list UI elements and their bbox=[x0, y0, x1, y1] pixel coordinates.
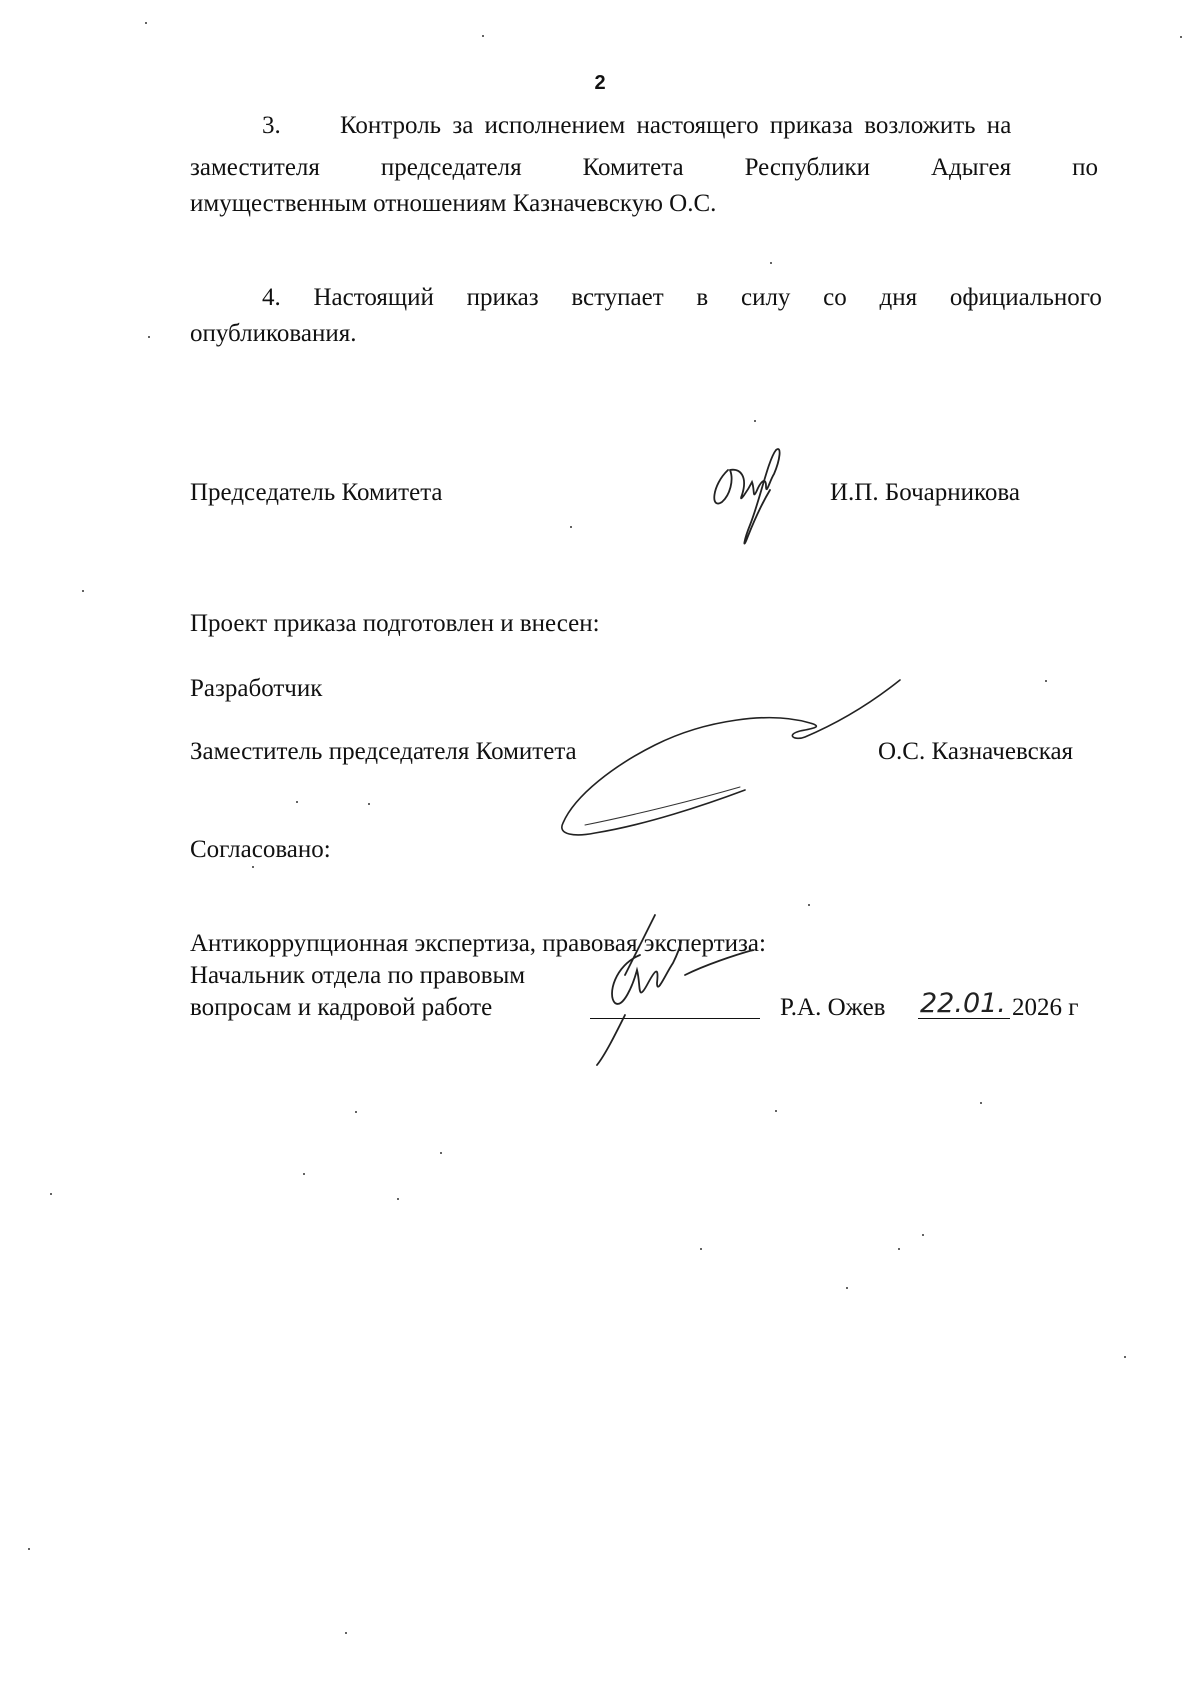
agreed-heading: Согласовано: bbox=[190, 836, 331, 863]
scan-speck bbox=[355, 1111, 357, 1113]
scan-speck bbox=[1180, 36, 1182, 38]
word: со bbox=[823, 284, 847, 311]
word: в bbox=[696, 284, 709, 311]
scan-speck bbox=[296, 801, 298, 803]
legal-head-title-2: вопросам и кадровой работе bbox=[190, 994, 493, 1021]
scan-speck bbox=[145, 22, 147, 24]
scan-speck bbox=[570, 526, 572, 528]
scan-speck bbox=[28, 1548, 30, 1550]
scan-speck bbox=[980, 1102, 982, 1104]
word: дня bbox=[879, 284, 918, 311]
developer-role: Разработчик bbox=[190, 675, 323, 702]
legal-head-signature bbox=[585, 915, 760, 1065]
scan-speck bbox=[1045, 680, 1047, 682]
scan-speck bbox=[700, 1248, 702, 1250]
word: заместителя bbox=[190, 154, 320, 181]
legal-head-title-1: Начальник отдела по правовым bbox=[190, 962, 526, 989]
date-year: 2026 г bbox=[1012, 994, 1079, 1021]
scan-speck bbox=[754, 420, 756, 422]
scan-speck bbox=[846, 1287, 848, 1289]
expertise-line: Антикоррупционная экспертиза, правовая экспертиза: bbox=[190, 930, 766, 957]
scan-speck bbox=[770, 262, 772, 264]
scan-speck bbox=[922, 1234, 924, 1236]
page-number: 2 bbox=[594, 72, 606, 94]
chairman-name: И.П. Бочарникова bbox=[830, 479, 1020, 506]
scan-speck bbox=[440, 1152, 442, 1154]
item4-line1 bbox=[262, 282, 1102, 314]
scan-speck bbox=[252, 866, 254, 868]
item4-line2: опубликования. bbox=[190, 320, 357, 347]
scan-speck bbox=[345, 1632, 347, 1634]
word: Настоящий bbox=[313, 284, 434, 311]
word: председателя bbox=[380, 154, 522, 181]
word: по bbox=[1072, 154, 1098, 181]
scan-speck bbox=[898, 1248, 900, 1250]
word: официального bbox=[949, 284, 1102, 311]
item3-line1-text: Контроль за исполнением настоящего приказа возложить на bbox=[340, 112, 1012, 139]
word: вступает bbox=[571, 284, 664, 311]
item3-number: 3. bbox=[262, 112, 281, 139]
word: приказ bbox=[466, 284, 539, 311]
deputy-title: Заместитель председателя Комитета bbox=[190, 738, 577, 765]
item3-line2 bbox=[190, 152, 1098, 184]
handwritten-date: 22.01. bbox=[920, 988, 1006, 1019]
chairman-title: Председатель Комитета bbox=[190, 479, 443, 506]
deputy-signature bbox=[555, 675, 905, 850]
item3-line3: имущественным отношениям Казначевскую О.С. bbox=[190, 190, 717, 217]
scan-speck bbox=[82, 590, 84, 592]
item3-line1 bbox=[340, 110, 1098, 142]
word: Комитета bbox=[582, 154, 684, 181]
word: силу bbox=[740, 284, 791, 311]
scan-speck bbox=[148, 336, 150, 338]
scan-speck bbox=[397, 1198, 399, 1200]
scan-speck bbox=[368, 803, 370, 805]
prepared-heading: Проект приказа подготовлен и внесен: bbox=[190, 610, 600, 637]
legal-head-name: Р.А. Ожев bbox=[780, 994, 886, 1021]
deputy-name: О.С. Казначевская bbox=[878, 738, 1074, 765]
word: 4. bbox=[262, 284, 281, 311]
scan-speck bbox=[808, 904, 810, 906]
scan-speck bbox=[50, 1193, 52, 1195]
chairman-signature bbox=[700, 440, 810, 550]
scan-speck bbox=[303, 1173, 305, 1175]
word: Республики bbox=[744, 154, 871, 181]
word: Адыгея bbox=[931, 154, 1012, 181]
scan-speck bbox=[775, 1110, 777, 1112]
scan-speck bbox=[482, 35, 484, 37]
scan-speck bbox=[1124, 1356, 1126, 1358]
